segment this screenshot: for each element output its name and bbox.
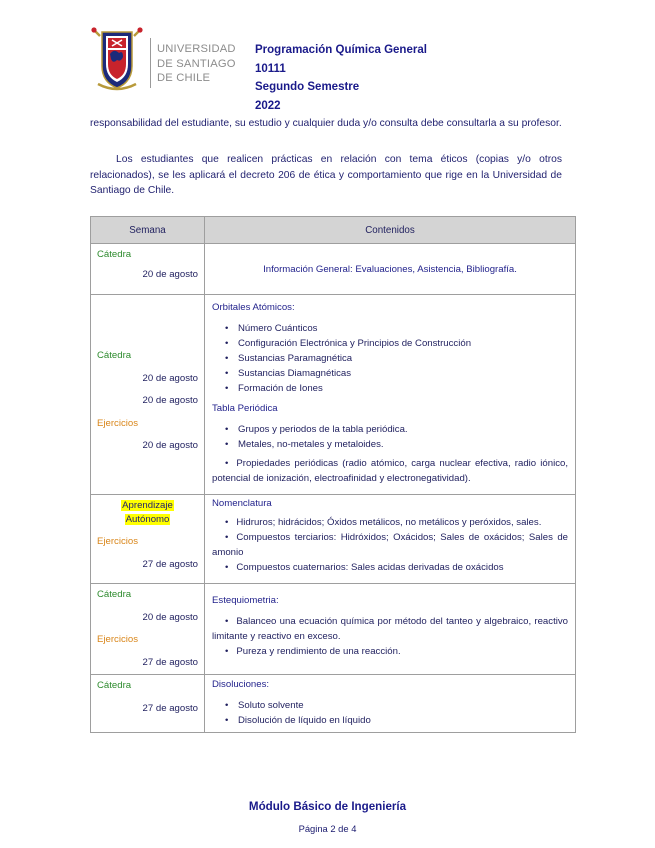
session-date: 20 de agosto <box>142 611 198 623</box>
session-type: Cátedra <box>97 589 132 600</box>
general-info: Información General: Evaluaciones, Asistencia, Bibliografía. <box>263 263 517 275</box>
week-cell <box>91 244 205 295</box>
list-item: • Grupos y periodos de la tabla periódica. <box>225 424 408 435</box>
bullet-icon: • <box>225 338 229 349</box>
schedule-table <box>90 216 576 733</box>
session-date: 27 de agosto <box>142 702 198 714</box>
week-cell <box>91 584 205 675</box>
content-cell <box>205 244 576 295</box>
table-row <box>91 295 576 495</box>
bullet-icon: • <box>225 424 229 435</box>
list-item: • Propiedades periódicas (radio atómico, carga nuclear efectiva, radio iónico, potencial de ionización, electroafinidad y electronegatividad). <box>212 458 568 484</box>
week-cell <box>91 495 205 584</box>
list-item: • Compuestos cuaternarios: Sales acidas derivadas de oxácidos <box>225 562 504 573</box>
paragraph-responsibility: responsabilidad del estudiante, su estudio y cualquier duda y/o consulta debe consultarla a su profesor. <box>90 118 562 129</box>
bullet-icon: • <box>225 616 229 627</box>
bullet-icon: • <box>225 646 229 657</box>
content-cell <box>205 495 576 584</box>
content-cell <box>205 675 576 733</box>
list-item: • Balanceo una ecuación química por método del tanteo y algebraico, reactivo limitante y reactivo en exceso. <box>212 616 568 642</box>
paragraph-ethics: Los estudiantes que realicen prácticas en relación con tema éticos (copias y/o otros relacionados), se les aplicará el decreto 206 de ética y comportamiento que rige en la Universidad de Santiago de Chile. <box>90 154 562 196</box>
session-type: Ejercicios <box>97 536 139 547</box>
list-item: • Compuestos terciarios: Hidróxidos; Oxácidos; Sales de oxácidos; Sales de amonio <box>212 532 568 558</box>
bullet-icon: • <box>225 458 229 469</box>
session-date: 20 de agosto <box>142 440 198 451</box>
bullet-icon: • <box>225 700 229 711</box>
bullet-icon: • <box>225 353 229 364</box>
session-date: 20 de agosto <box>142 269 198 280</box>
topic-list <box>212 422 568 452</box>
section-title: Orbitales Atómicos: <box>212 302 295 313</box>
session-type: Cátedra <box>97 350 132 361</box>
content-cell <box>205 584 576 675</box>
week-cell <box>91 295 205 495</box>
list-item: • Formación de Iones <box>225 383 323 394</box>
list-item: • Número Cuánticos <box>225 323 318 334</box>
topic-list <box>212 698 568 728</box>
course-header <box>255 41 427 115</box>
section-title: Disoluciones: <box>212 679 270 690</box>
highlight-text: Autónomo <box>125 514 170 525</box>
list-item: • Pureza y rendimiento de una reacción. <box>225 646 401 657</box>
session-type: Ejercicios <box>97 417 139 429</box>
list-item: • Hidruros; hidrácidos; Óxidos metálicos, no metálicos y peróxidos, sales. <box>225 517 542 528</box>
university-line: DE SANTIAGO <box>157 57 236 70</box>
bullet-icon: • <box>225 715 229 726</box>
year: 2022 <box>255 99 281 112</box>
university-line: DE CHILE <box>157 72 211 84</box>
list-item: • Sustancias Diamagnéticas <box>225 368 352 379</box>
content-cell <box>205 295 576 495</box>
section-title: Tabla Periódica <box>212 403 278 414</box>
semester: Segundo Semestre <box>255 81 360 93</box>
header-divider <box>150 38 151 88</box>
table-row <box>91 244 576 295</box>
highlight-text: Aprendizaje <box>122 500 173 511</box>
session-type: Ejercicios <box>97 634 139 645</box>
page-number: Página 2 de 4 <box>298 823 357 834</box>
header-contenidos: Contenidos <box>205 217 576 244</box>
table-row <box>91 495 576 584</box>
list-item: • Soluto solvente <box>225 700 304 711</box>
topic-list <box>212 614 568 659</box>
list-item: • Metales, no-metales y metaloides. <box>225 439 384 450</box>
bullet-icon: • <box>225 383 229 394</box>
session-date: 20 de agosto <box>142 395 198 406</box>
header-semana: Semana <box>91 217 205 244</box>
section-title: Estequiometria: <box>212 595 279 606</box>
table-row <box>91 675 576 733</box>
table-row <box>91 584 576 675</box>
session-type: Cátedra <box>97 680 132 691</box>
session-type: Cátedra <box>97 249 132 260</box>
list-item: • Sustancias Paramagnética <box>225 353 353 364</box>
university-name <box>157 42 236 86</box>
course-title: Programación Química General <box>255 44 427 56</box>
session-date: 20 de agosto <box>142 372 198 384</box>
university-line: UNIVERSIDAD <box>157 43 236 55</box>
table-header-row <box>91 217 576 244</box>
session-date: 27 de agosto <box>142 558 198 570</box>
bullet-icon: • <box>225 532 229 543</box>
topic-list <box>212 321 568 396</box>
section-title: Nomenclatura <box>212 498 272 509</box>
bullet-icon: • <box>225 562 229 573</box>
topic-list <box>212 515 568 575</box>
week-cell <box>91 675 205 733</box>
bullet-icon: • <box>225 368 229 379</box>
footer-title: Módulo Básico de Ingeniería <box>248 800 407 813</box>
session-date: 27 de agosto <box>142 656 198 668</box>
bullet-icon: • <box>225 323 229 334</box>
bullet-icon: • <box>225 439 229 450</box>
bullet-icon: • <box>225 517 229 528</box>
course-code: 10111 <box>255 62 286 75</box>
list-item: • Disolución de líquido en líquido <box>225 715 371 726</box>
university-crest-logo <box>88 26 146 92</box>
topic-list <box>212 456 568 486</box>
list-item: • Configuración Electrónica y Principios de Construcción <box>225 338 472 349</box>
autonomous-learning-badge <box>91 499 204 527</box>
